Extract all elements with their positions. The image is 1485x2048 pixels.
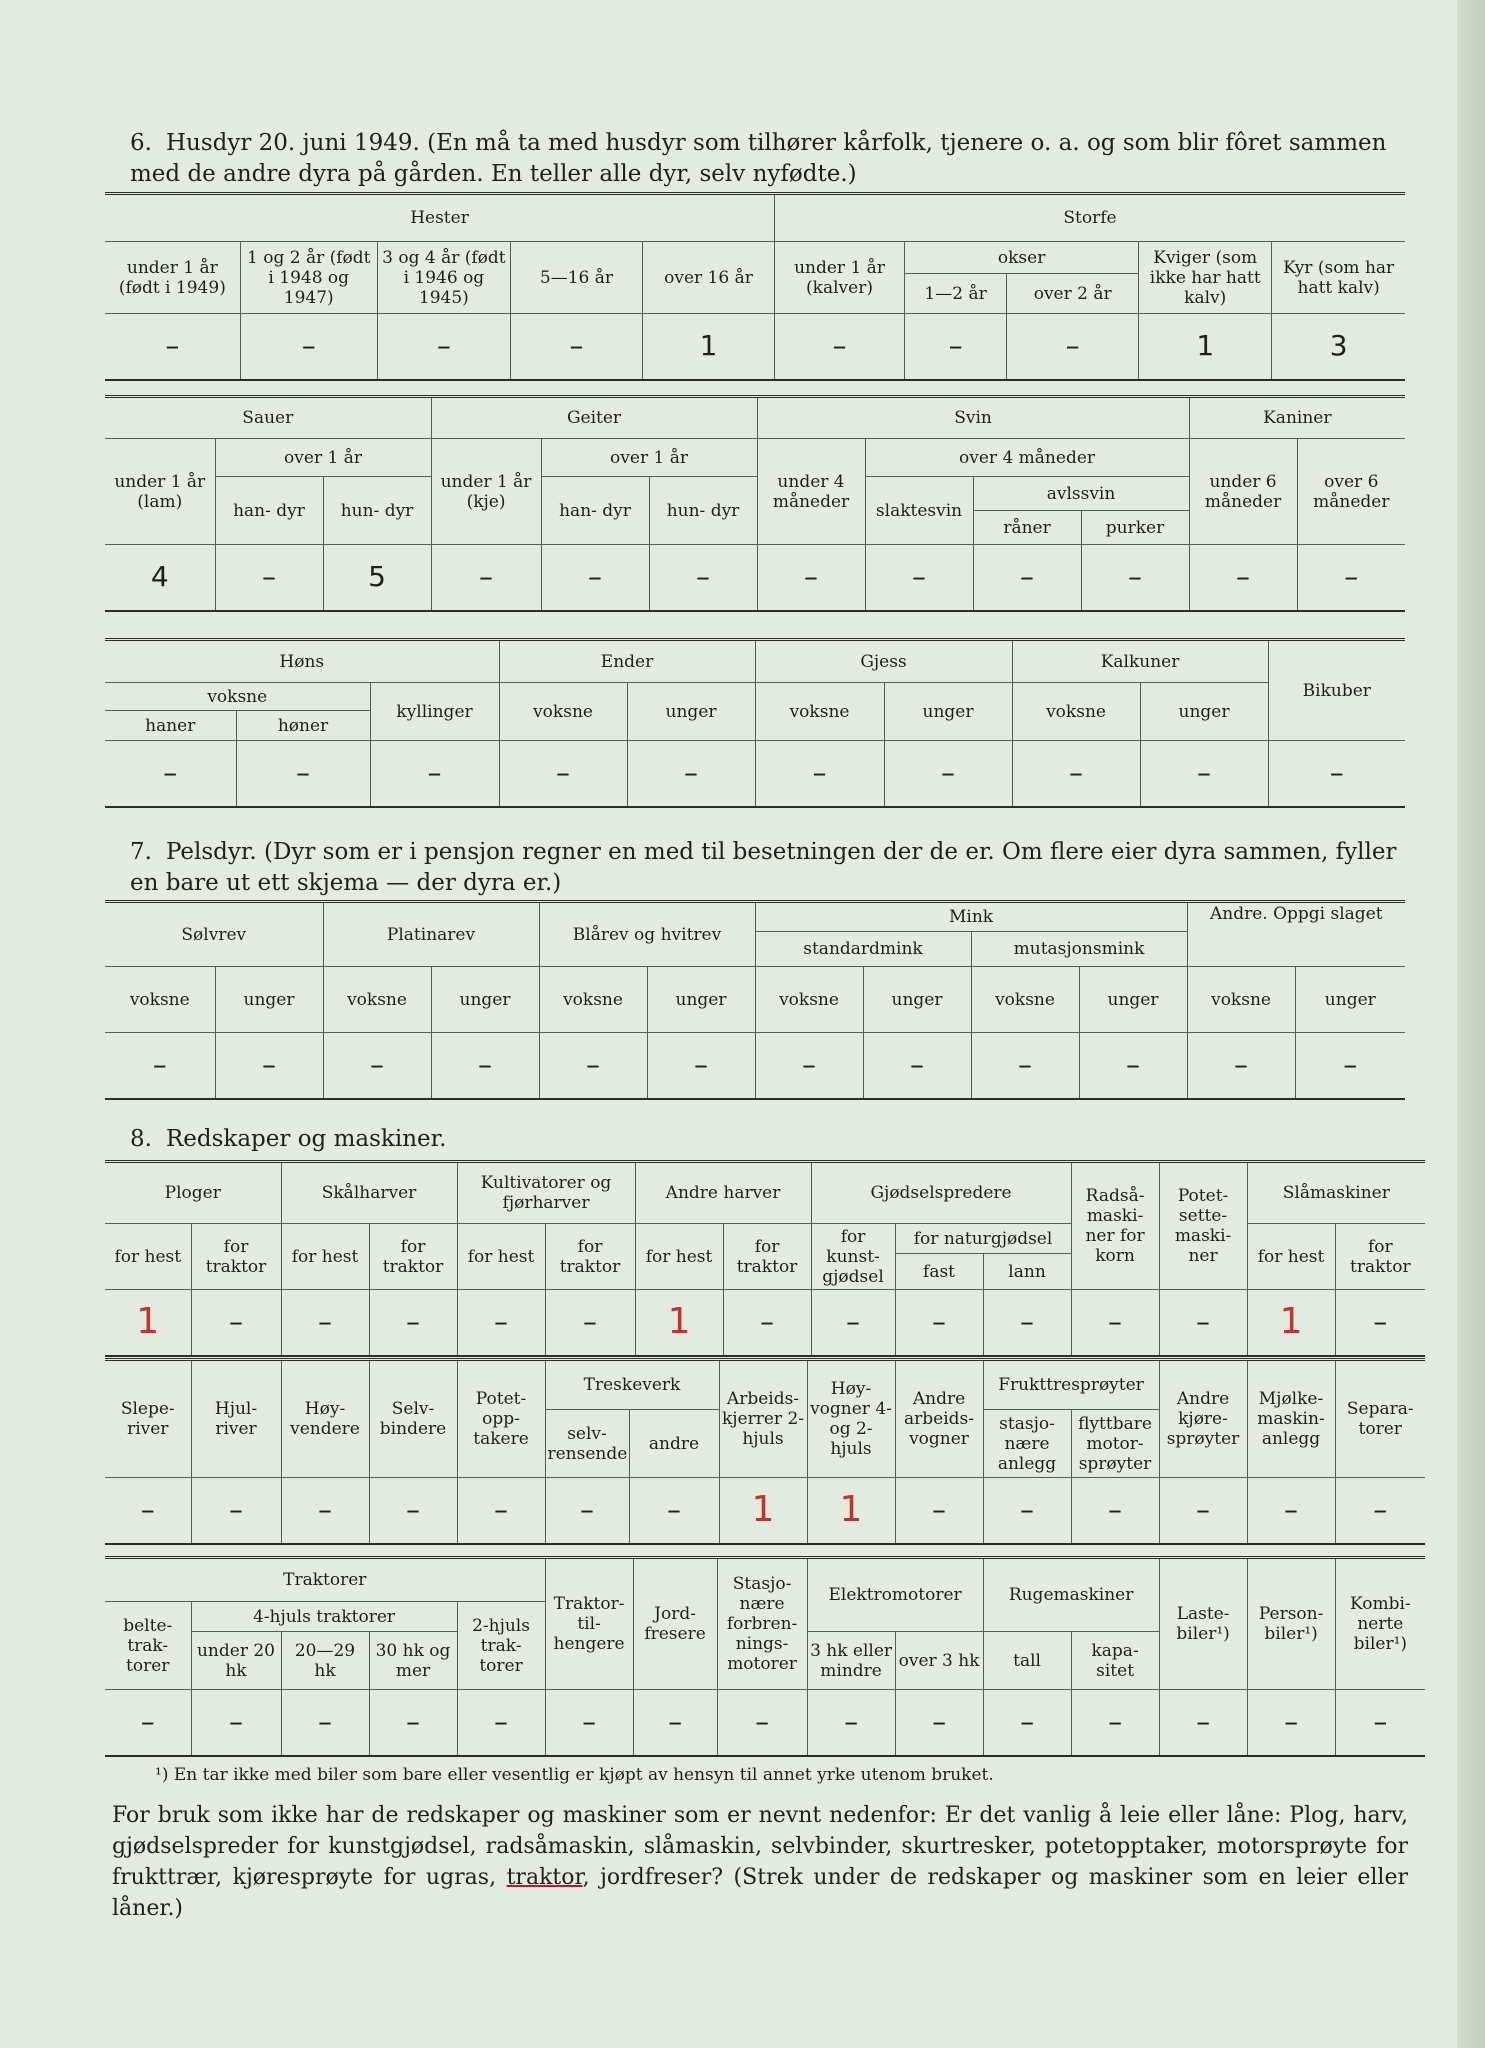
sauer-over: over 1 år xyxy=(215,439,431,477)
table-redskaper-1 xyxy=(105,1160,1425,1357)
andre-harver-header: Andre harver xyxy=(635,1162,811,1224)
kalkuner-voksne: voksne xyxy=(1012,683,1140,741)
label-unger: unger xyxy=(1079,967,1187,1033)
andre-header: Andre. Oppgi slaget xyxy=(1187,902,1405,967)
value-cell: – xyxy=(865,545,973,611)
kjoresproyter-header: Andre kjøre- sprøyter xyxy=(1159,1360,1247,1478)
value-cell: – xyxy=(1159,1690,1247,1756)
value-cell: – xyxy=(281,1290,369,1356)
hons-kyllinger: kyllinger xyxy=(370,683,499,741)
elektro-over-3hk: over 3 hk xyxy=(895,1632,983,1690)
table-pelsdyr xyxy=(105,900,1405,1100)
value-cell: 5 xyxy=(323,545,431,611)
value-cell: – xyxy=(431,545,541,611)
hoyvendere-header: Høy- vendere xyxy=(281,1360,369,1478)
hons-voksne: voksne xyxy=(105,683,370,711)
value-cell: – xyxy=(539,1033,647,1099)
standardmink-header: standardmink xyxy=(755,932,971,967)
value-cell: – xyxy=(1297,545,1405,611)
svin-avlssvin: avlssvin xyxy=(973,477,1189,511)
value-cell: – xyxy=(457,1690,545,1756)
value-cell: – xyxy=(1071,1478,1159,1544)
value-cell: – xyxy=(1247,1690,1335,1756)
gjess-unger: unger xyxy=(884,683,1012,741)
for-traktor: for traktor xyxy=(723,1224,811,1290)
value-cell: – xyxy=(775,314,905,380)
value-cell: – xyxy=(191,1690,281,1756)
value-cell: – xyxy=(370,741,499,807)
for-traktor: for traktor xyxy=(1335,1224,1425,1290)
value-cell: – xyxy=(1071,1690,1159,1756)
rugemaskiner-header: Rugemaskiner xyxy=(983,1558,1159,1632)
value-cell: – xyxy=(369,1290,457,1356)
footer-underlined-word: traktor xyxy=(506,1865,583,1890)
ender-voksne: voksne xyxy=(499,683,627,741)
hester-header: Hester xyxy=(105,194,775,242)
svin-under: under 4 måneder xyxy=(757,439,865,545)
for-hest: for hest xyxy=(635,1224,723,1290)
hons-haner: haner xyxy=(105,711,236,741)
value-cell: – xyxy=(1081,545,1189,611)
page-edge xyxy=(1457,0,1485,2048)
andre-vogner-header: Andre arbeids- vogner xyxy=(895,1360,983,1478)
value-cell: – xyxy=(895,1478,983,1544)
fast: fast xyxy=(895,1254,983,1290)
value-cell: – xyxy=(1159,1478,1247,1544)
hons-header: Høns xyxy=(105,640,499,683)
footnote: ¹) En tar ikke med biler som bare eller vesentlig er kjøpt av hensyn til annet yrke utenom bruket. xyxy=(155,1765,994,1785)
value-cell: – xyxy=(1071,1290,1159,1356)
footer-text-post: , jordfreser? (Strek under de redskaper og maskiner som en leier eller låner.) xyxy=(112,1865,1408,1921)
value-cell: – xyxy=(105,1033,215,1099)
value-cell: – xyxy=(236,741,370,807)
lann: lann xyxy=(983,1254,1071,1290)
value-cell: – xyxy=(105,1690,191,1756)
separatorer-header: Separa- torer xyxy=(1335,1360,1425,1478)
value-cell: – xyxy=(191,1478,281,1544)
value-cell: – xyxy=(510,314,642,380)
value-cell: – xyxy=(377,314,510,380)
mink-header: Mink xyxy=(755,902,1187,932)
value-cell: – xyxy=(633,1690,717,1756)
treskeverk-header: Treskeverk xyxy=(545,1360,719,1410)
blarev-header: Blårev og hvitrev xyxy=(539,902,755,967)
ruge-kapasitet: kapa- sitet xyxy=(1071,1632,1159,1690)
geiter-handyr: han- dyr xyxy=(541,477,649,545)
value-cell: – xyxy=(905,314,1007,380)
label-voksne: voksne xyxy=(105,967,215,1033)
stasjonaere-motorer-header: Stasjo- nære forbren- nings- motorer xyxy=(717,1558,807,1690)
value-cell: – xyxy=(1007,314,1139,380)
value-cell: – xyxy=(105,741,236,807)
value-cell: – xyxy=(1268,741,1405,807)
label-unger: unger xyxy=(215,967,323,1033)
value-cell: 1 xyxy=(642,314,774,380)
solvrev-header: Sølvrev xyxy=(105,902,323,967)
hjulriver-header: Hjul- river xyxy=(191,1360,281,1478)
value-cell: – xyxy=(215,545,323,611)
label-unger: unger xyxy=(647,967,755,1033)
gjess-voksne: voksne xyxy=(755,683,884,741)
geiter-kje: under 1 år (kje) xyxy=(431,439,541,545)
ruge-tall: tall xyxy=(983,1632,1071,1690)
ender-unger: unger xyxy=(627,683,755,741)
value-cell: – xyxy=(545,1478,629,1544)
label-unger: unger xyxy=(431,967,539,1033)
potetsette-header: Potet- sette- maski- ner xyxy=(1159,1162,1247,1290)
value-cell: – xyxy=(1335,1690,1425,1756)
value-cell: – xyxy=(755,1033,863,1099)
value-cell: – xyxy=(971,1033,1079,1099)
for-hest: for hest xyxy=(281,1224,369,1290)
for-traktor: for traktor xyxy=(369,1224,457,1290)
sauer-handyr: han- dyr xyxy=(215,477,323,545)
lastebiler-header: Laste- biler¹) xyxy=(1159,1558,1247,1690)
value-cell: – xyxy=(1247,1478,1335,1544)
storfe-header: Storfe xyxy=(775,194,1405,242)
hester-col-5-16: 5—16 år xyxy=(510,242,642,314)
value-cell: – xyxy=(983,1690,1071,1756)
bikuber-header: Bikuber xyxy=(1268,640,1405,741)
section8-title: 8. Redskaper og maskiner. xyxy=(130,1126,447,1152)
elektro-3hk-mindre: 3 hk eller mindre xyxy=(807,1632,895,1690)
value-cell: 1 xyxy=(719,1478,807,1544)
okser-over2: over 2 år xyxy=(1007,274,1139,314)
value-cell: – xyxy=(973,545,1081,611)
stasjonaere-anlegg: stasjo- nære anlegg xyxy=(983,1410,1071,1478)
skalharver-header: Skålharver xyxy=(281,1162,457,1224)
value-cell: – xyxy=(541,545,649,611)
30-hk-og-mer: 30 hk og mer xyxy=(369,1632,457,1690)
geiter-hundyr: hun- dyr xyxy=(649,477,757,545)
kalkuner-unger: unger xyxy=(1140,683,1268,741)
hoyvogner-header: Høy- vogner 4- og 2- hjuls xyxy=(807,1360,895,1478)
label-voksne: voksne xyxy=(1187,967,1295,1033)
svin-purker: purker xyxy=(1081,511,1189,545)
svin-raner: råner xyxy=(973,511,1081,545)
firehjuls-traktorer: 4-hjuls traktorer xyxy=(191,1602,457,1632)
value-cell: – xyxy=(717,1690,807,1756)
table-fjorfe xyxy=(105,638,1405,808)
value-cell: – xyxy=(1295,1033,1405,1099)
value-cell: – xyxy=(1159,1290,1247,1356)
value-cell: – xyxy=(895,1690,983,1756)
value-cell: – xyxy=(1012,741,1140,807)
personbiler-header: Person- biler¹) xyxy=(1247,1558,1335,1690)
value-cell: 1 xyxy=(807,1478,895,1544)
kaniner-header: Kaniner xyxy=(1189,397,1405,439)
value-cell: – xyxy=(369,1690,457,1756)
for-hest: for hest xyxy=(1247,1224,1335,1290)
jordfresere-header: Jord- fresere xyxy=(633,1558,717,1690)
under-20-hk: under 20 hk xyxy=(191,1632,281,1690)
kultivatorer-header: Kultivatorer og fjørharver xyxy=(457,1162,635,1224)
kaniner-under: under 6 måneder xyxy=(1189,439,1297,545)
value-cell: – xyxy=(647,1033,755,1099)
radsa-header: Radså- maski- ner for korn xyxy=(1071,1162,1159,1290)
treskeverk-andre: andre xyxy=(629,1410,719,1478)
hester-col-over16: over 16 år xyxy=(642,242,774,314)
hester-col-1og2: 1 og 2 år (født i 1948 og 1947) xyxy=(240,242,377,314)
tilhengere-header: Traktor- til- hengere xyxy=(545,1558,633,1690)
label-voksne: voksne xyxy=(971,967,1079,1033)
table-sauer-svin xyxy=(105,395,1405,612)
value-cell: – xyxy=(884,741,1012,807)
beltetraktorer: belte- trak- torer xyxy=(105,1602,191,1690)
kalkuner-header: Kalkuner xyxy=(1012,640,1268,683)
hester-col-under1: under 1 år (født i 1949) xyxy=(105,242,240,314)
for-hest: for hest xyxy=(457,1224,545,1290)
kaniner-over: over 6 måneder xyxy=(1297,439,1405,545)
value-cell: – xyxy=(215,1033,323,1099)
for-traktor: for traktor xyxy=(191,1224,281,1290)
svin-slaktesvin: slaktesvin xyxy=(865,477,973,545)
geiter-header: Geiter xyxy=(431,397,757,439)
svin-header: Svin xyxy=(757,397,1189,439)
value-cell: – xyxy=(1335,1478,1425,1544)
potetopptakere-header: Potet- opp- takere xyxy=(457,1360,545,1478)
table-redskaper-3 xyxy=(105,1556,1425,1757)
kombinerte-biler-header: Kombi- nerte biler¹) xyxy=(1335,1558,1425,1690)
value-cell: 1 xyxy=(105,1290,191,1356)
hester-col-3og4: 3 og 4 år (født i 1946 og 1945) xyxy=(377,242,510,314)
value-cell: 1 xyxy=(635,1290,723,1356)
value-cell: – xyxy=(1335,1290,1425,1356)
slamaskiner-header: Slåmaskiner xyxy=(1247,1162,1425,1224)
frukttre-header: Frukttresprøyter xyxy=(983,1360,1159,1410)
value-cell: – xyxy=(627,741,755,807)
value-cell: – xyxy=(1079,1033,1187,1099)
ploger-header: Ploger xyxy=(105,1162,281,1224)
storfe-col-kalver: under 1 år (kalver) xyxy=(775,242,905,314)
value-cell: – xyxy=(457,1478,545,1544)
okser-1-2: 1—2 år xyxy=(905,274,1007,314)
ender-header: Ender xyxy=(499,640,755,683)
elektromotorer-header: Elektromotorer xyxy=(807,1558,983,1632)
sleperiver-header: Slepe- river xyxy=(105,1360,191,1478)
sauer-hundyr: hun- dyr xyxy=(323,477,431,545)
arbeidskjerrer-header: Arbeids- kjerrer 2-hjuls xyxy=(719,1360,807,1478)
svin-over: over 4 måneder xyxy=(865,439,1189,477)
value-cell: – xyxy=(1140,741,1268,807)
label-unger: unger xyxy=(863,967,971,1033)
for-traktor: for traktor xyxy=(545,1224,635,1290)
value-cell: 1 xyxy=(1139,314,1272,380)
value-cell: – xyxy=(545,1290,635,1356)
value-cell: – xyxy=(983,1478,1071,1544)
value-cell: – xyxy=(723,1290,811,1356)
mutasjonsmink-header: mutasjonsmink xyxy=(971,932,1187,967)
value-cell: – xyxy=(105,314,240,380)
value-cell: – xyxy=(240,314,377,380)
value-cell: 4 xyxy=(105,545,215,611)
sauer-header: Sauer xyxy=(105,397,431,439)
value-cell: – xyxy=(369,1478,457,1544)
section6-title: 6. Husdyr 20. juni 1949. (En må ta med husdyr som tilhører kårfolk, tjenere o. a. og som blir fôret sammen med de andre dyra på gården. En teller alle dyr, selv nyfødte.) xyxy=(130,130,1387,187)
value-cell: – xyxy=(499,741,627,807)
label-voksne: voksne xyxy=(755,967,863,1033)
value-cell: – xyxy=(863,1033,971,1099)
value-cell: – xyxy=(431,1033,539,1099)
for-hest: for hest xyxy=(105,1224,191,1290)
label-unger: unger xyxy=(1295,967,1405,1033)
storfe-col-kyr: Kyr (som har hatt kalv) xyxy=(1272,242,1405,314)
value-cell: – xyxy=(1189,545,1297,611)
value-cell: – xyxy=(105,1478,191,1544)
gjodsel-header: Gjødselspredere xyxy=(811,1162,1071,1224)
value-cell: – xyxy=(1187,1033,1295,1099)
value-cell: – xyxy=(811,1290,895,1356)
platinarev-header: Platinarev xyxy=(323,902,539,967)
selvbindere-header: Selv- bindere xyxy=(369,1360,457,1478)
flyttbare-motorsproyter: flyttbare motor- sprøyter xyxy=(1071,1410,1159,1478)
value-cell: – xyxy=(281,1478,369,1544)
value-cell: – xyxy=(629,1478,719,1544)
value-cell: – xyxy=(757,545,865,611)
tohjuls-traktorer: 2-hjuls trak- torer xyxy=(457,1602,545,1690)
table-hester-storfe xyxy=(105,192,1405,381)
value-cell: – xyxy=(457,1290,545,1356)
value-cell: – xyxy=(895,1290,983,1356)
footer-paragraph xyxy=(112,1800,1408,1924)
value-cell: – xyxy=(281,1690,369,1756)
selvrensende: selv- rensende xyxy=(545,1410,629,1478)
value-cell: – xyxy=(323,1033,431,1099)
geiter-over: over 1 år xyxy=(541,439,757,477)
mjolke-header: Mjølke- maskin- anlegg xyxy=(1247,1360,1335,1478)
value-cell: – xyxy=(755,741,884,807)
20-29-hk: 20—29 hk xyxy=(281,1632,369,1690)
label-voksne: voksne xyxy=(539,967,647,1033)
naturgjodsel: for naturgjødsel xyxy=(895,1224,1071,1254)
hons-honer: høner xyxy=(236,711,370,741)
kunstgjodsel: for kunst- gjødsel xyxy=(811,1224,895,1290)
section7-title: 7. Pelsdyr. (Dyr som er i pensjon regner en med til besetningen der de er. Om flere eier dyra sammen, fyller en bare ut ett skjema — der dyra er.) xyxy=(130,839,1397,896)
gjess-header: Gjess xyxy=(755,640,1012,683)
storfe-col-kviger: Kviger (som ikke har hatt kalv) xyxy=(1139,242,1272,314)
traktorer-header: Traktorer xyxy=(105,1558,545,1602)
value-cell: 3 xyxy=(1272,314,1405,380)
table-redskaper-2 xyxy=(105,1358,1425,1545)
value-cell: – xyxy=(191,1290,281,1356)
value-cell: – xyxy=(807,1690,895,1756)
value-cell: – xyxy=(983,1290,1071,1356)
value-cell: – xyxy=(545,1690,633,1756)
value-cell: 1 xyxy=(1247,1290,1335,1356)
footer-text-pre: For bruk som ikke har de redskaper og maskiner som er nevnt nedenfor: Er det vanlig å leie eller låne: Plog, harv, gjødselspreder for kunstgjødsel, radsåmaskin, slåmaskin, selvbinder, skurtresker, potetopptaker, motorsprøyte for frukttrær, kjøresprøyte for ugras, xyxy=(112,1803,1408,1890)
storfe-col-okser: okser xyxy=(905,242,1139,274)
label-voksne: voksne xyxy=(323,967,431,1033)
sauer-lam: under 1 år (lam) xyxy=(105,439,215,545)
value-cell: – xyxy=(649,545,757,611)
